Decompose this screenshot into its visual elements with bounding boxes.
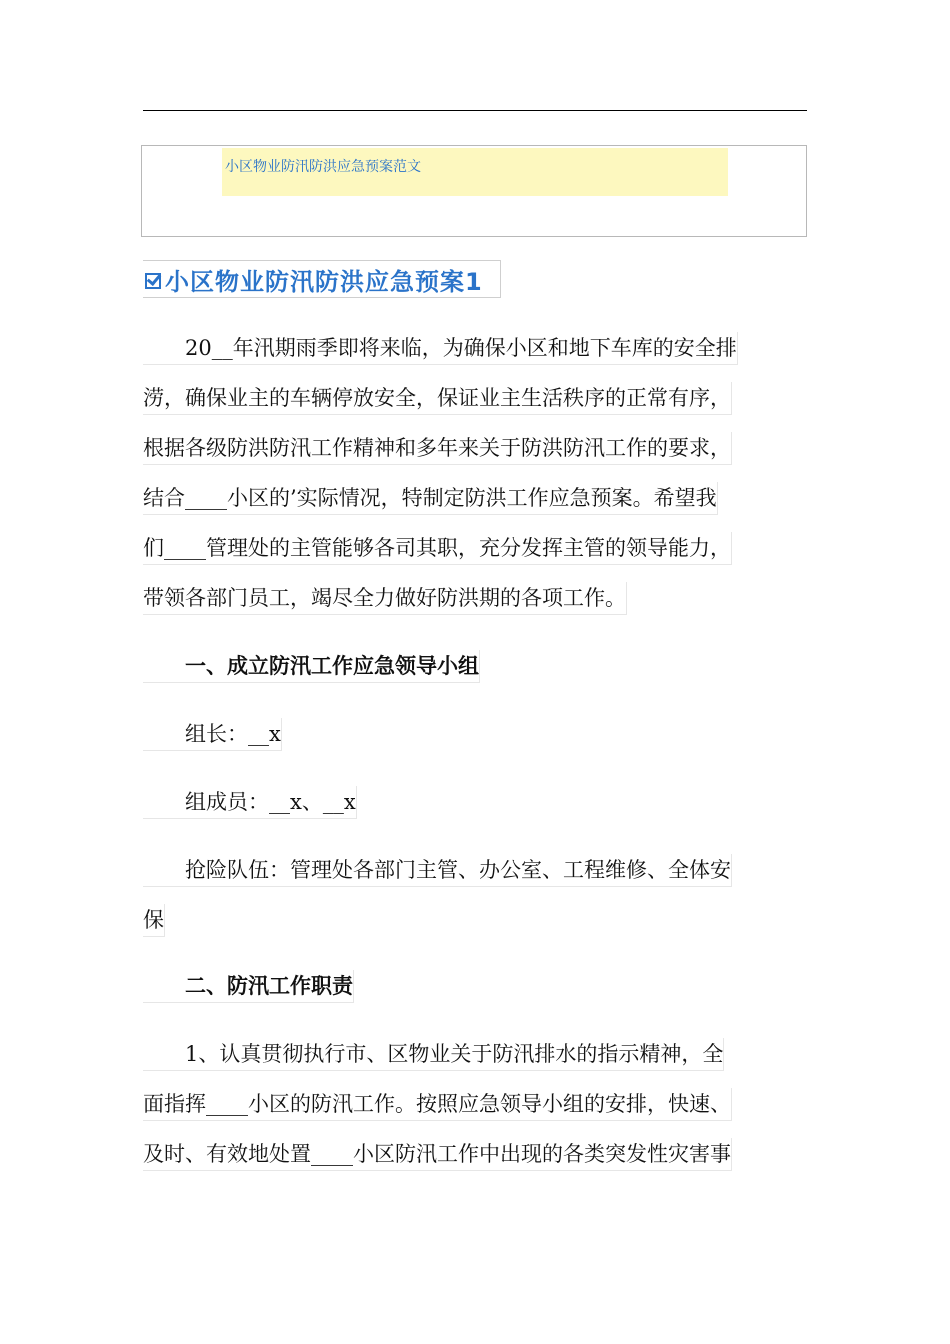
section-title-text: 小区物业防汛防洪应急预案1 bbox=[165, 267, 483, 296]
paragraph-line: 们____管理处的主管能够各司其职，充分发挥主管的领导能力， bbox=[143, 532, 732, 565]
paragraph-line: 20__年汛期雨季即将来临，为确保小区和地下车库的安全排 bbox=[143, 332, 738, 365]
paragraph-line: 抢险队伍：管理处各部门主管、办公室、工程维修、全体安 bbox=[143, 854, 732, 887]
section-heading: 二、防汛工作职责 bbox=[143, 970, 354, 1003]
paragraph-line: 保 bbox=[143, 904, 165, 937]
checkbox-icon bbox=[145, 273, 161, 289]
paragraph-line: 面指挥____小区的防汛工作。按照应急领导小组的安排，快速、 bbox=[143, 1088, 732, 1121]
section-title bbox=[143, 260, 501, 298]
paragraph-line: 涝，确保业主的车辆停放安全，保证业主生活秩序的正常有序， bbox=[143, 382, 732, 415]
paragraph-line: 组成员：__x、__x bbox=[143, 786, 357, 819]
paragraph-line: 结合____小区的’实际情况，特制定防洪工作应急预案。希望我 bbox=[143, 482, 718, 515]
section-heading: 一、成立防汛工作应急领导小组 bbox=[143, 650, 480, 683]
paragraph-line: 带领各部门员工，竭尽全力做好防洪期的各项工作。 bbox=[143, 582, 627, 615]
header-rule bbox=[143, 110, 807, 111]
document-header bbox=[141, 145, 807, 237]
paragraph-line: 1、认真贯彻执行市、区物业关于防汛排水的指示精神，全 bbox=[143, 1038, 724, 1071]
header-title: 小区物业防汛防洪应急预案范文 bbox=[225, 159, 421, 175]
paragraph-line: 及时、有效地处置____小区防汛工作中出现的各类突发性灾害事 bbox=[143, 1138, 732, 1171]
paragraph-line: 组长：__x bbox=[143, 718, 282, 751]
paragraph-line: 根据各级防洪防汛工作精神和多年来关于防洪防汛工作的要求， bbox=[143, 432, 732, 465]
